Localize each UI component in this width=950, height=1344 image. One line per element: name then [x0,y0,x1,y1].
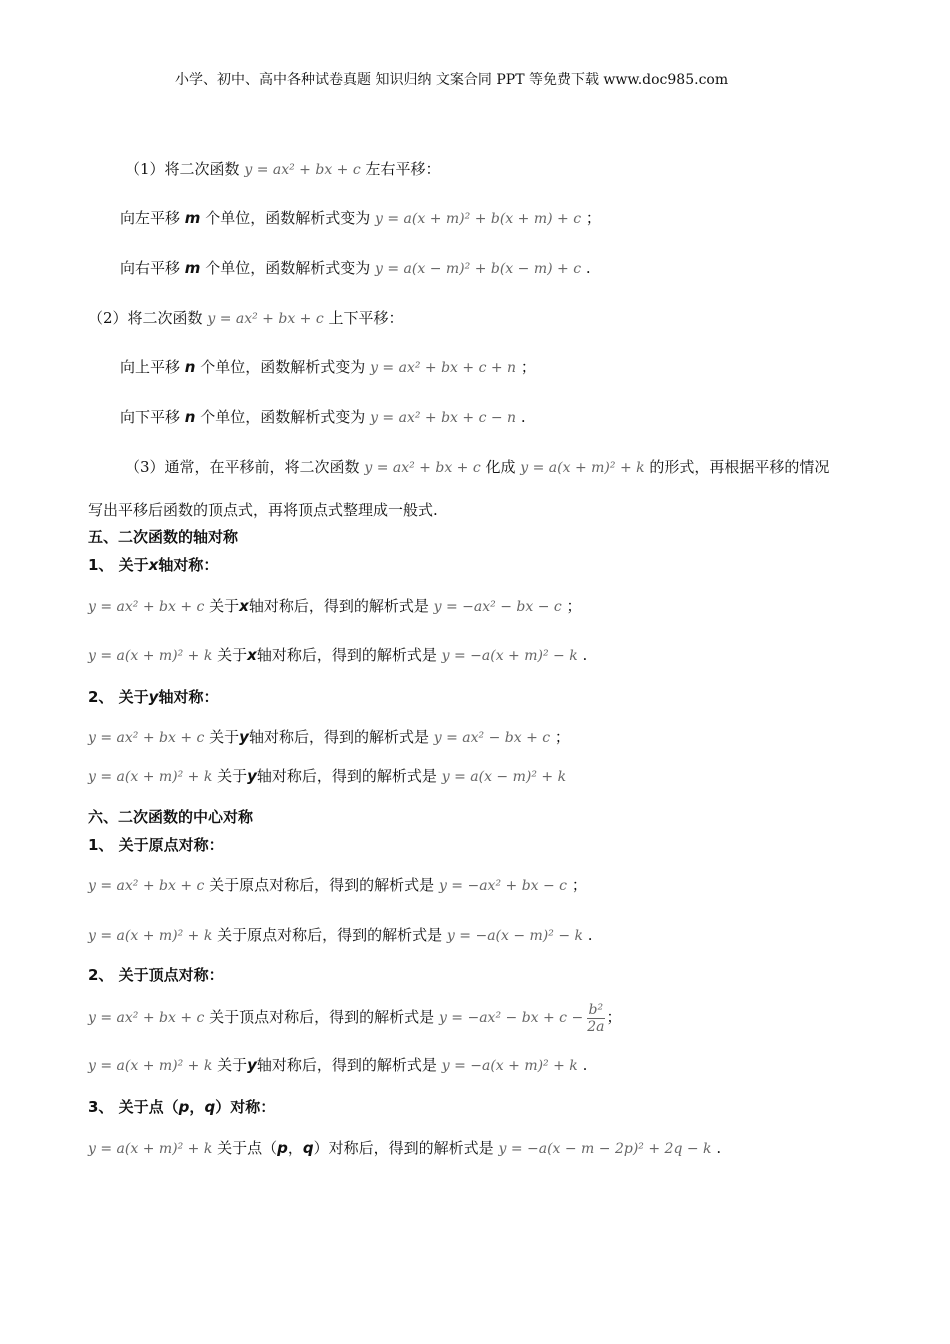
translate-down [120,405,526,430]
text: 轴对称： [158,556,219,574]
item-tail: 上下平移： [328,309,404,327]
text: 关于顶点对称后，得到的解析式是 [209,1008,435,1026]
variable: y [247,1056,257,1074]
subsection-y-axis [88,685,218,709]
fraction [585,1002,606,1035]
section-heading-axis: 五、二次函数的轴对称 [88,528,239,546]
point-symmetry [88,1136,721,1161]
result-equation: y = −a(x + m)² − k [441,648,578,664]
translate-item-2 [88,306,403,331]
punct: ； [554,728,570,746]
punct: ； [520,358,536,376]
text: 化成 [485,458,516,476]
variable: m [184,209,201,227]
equation: y = ax² + bx + c [207,311,324,327]
item-label: （3）通常，在平移前，将二次函数 [125,458,360,476]
equation: y = a(x + m)² + k [88,648,213,664]
origin-general [88,873,587,898]
origin-vertex [88,923,593,948]
result-equation: y = a(x − m)² + k [441,769,567,785]
item-label: （1）将二次函数 [125,160,240,178]
item-tail: 左右平移： [365,160,441,178]
text: 向下平移 [120,408,181,426]
variable: q [204,1098,216,1116]
text: 向上平移 [120,358,181,376]
result-equation: y = −ax² + bx − c [438,878,568,894]
vertex-general [88,1000,621,1035]
text: 个单位，函数解析式变为 [205,259,371,277]
text: 个单位，函数解析式变为 [205,209,371,227]
punct: . [582,1056,588,1074]
punct: . [587,926,593,944]
equation: y = ax² + bx + c − n [370,410,517,426]
text: 关于原点对称后，得到的解析式是 [217,926,443,944]
result-equation: y = −a(x − m − 2p)² + 2q − k [498,1141,712,1157]
punct: ； [585,209,601,227]
text: 轴对称后，得到的解析式是 [256,767,437,785]
denominator: 2a [587,1018,605,1035]
text: 3、 关于点（ [88,1098,179,1116]
equation: y = a(x − m)² + b(x − m) + c [375,261,582,277]
equation: y = a(x + m)² + k [88,1141,213,1157]
variable: y [247,767,257,785]
text: 2、 关于 [88,688,149,706]
text: 个单位，函数解析式变为 [200,408,366,426]
variable: y [148,688,159,706]
text: 轴对称后，得到的解析式是 [256,646,437,664]
section-heading-center: 六、二次函数的中心对称 [88,808,254,826]
translate-item-3 [125,455,829,480]
text: 轴对称后，得到的解析式是 [256,1056,437,1074]
punct: ； [606,1008,622,1026]
x-axis-general [88,594,582,619]
text: ）对称： [215,1098,276,1116]
text: ， [189,1098,205,1116]
punct: ； [571,876,587,894]
subsection-point [88,1095,275,1119]
variable: n [184,408,196,426]
equation: y = a(x + m)² + k [88,1058,213,1074]
translate-right [120,256,591,281]
variable: x [239,597,249,615]
variable: m [184,259,201,277]
text: 关于 [217,646,248,664]
text: 向左平移 [120,209,181,227]
equation: y = a(x + m)² + k [520,460,645,476]
translate-item-3-cont: 写出平移后函数的顶点式，再将顶点式整理成一般式. [88,501,438,519]
variable: n [184,358,196,376]
punct: . [520,408,526,426]
equation: y = ax² + bx + c + n [370,360,517,376]
translate-left [120,206,601,231]
y-axis-general [88,725,570,750]
result-equation: y = −ax² − bx − c [433,599,562,615]
text: 1、 关于 [88,556,149,574]
y-axis-vertex [88,764,566,789]
punct: . [582,646,588,664]
translate-up [120,355,536,380]
item-tail: 的形式，再根据平移的情况 [649,458,830,476]
subsection-vertex: 2、 关于顶点对称： [88,966,224,984]
result-equation: y = −a(x − m)² − k [446,928,583,944]
translate-item-1 [125,157,440,182]
text: 向右平移 [120,259,181,277]
variable: x [148,556,159,574]
text: 关于 [217,767,248,785]
text: 关于 [209,597,240,615]
text: 关于原点对称后，得到的解析式是 [209,876,435,894]
equation: y = ax² + bx + c [244,162,361,178]
punct: ； [566,597,582,615]
equation: y = ax² + bx + c [88,730,205,746]
variable: p [178,1098,190,1116]
equation: y = a(x + m)² + b(x + m) + c [375,211,582,227]
result-equation: y = −ax² − bx + c − [438,1010,584,1026]
text: 个单位，函数解析式变为 [200,358,366,376]
vertex-form [88,1053,587,1078]
variable: x [247,646,257,664]
item-label: （2）将二次函数 [88,309,203,327]
variable: p [277,1139,288,1157]
result-equation: y = ax² − bx + c [433,730,551,746]
equation: y = ax² + bx + c [88,599,205,615]
equation: y = ax² + bx + c [364,460,481,476]
numerator: b² [588,1001,604,1018]
equation: y = a(x + m)² + k [88,769,213,785]
equation: y = ax² + bx + c [88,1010,205,1026]
equation: y = ax² + bx + c [88,878,205,894]
equation: y = a(x + m)² + k [88,928,213,944]
text: 轴对称： [158,688,219,706]
variable: q [302,1139,314,1157]
subsection-x-axis [88,553,218,577]
result-equation: y = −a(x + m)² + k [441,1058,578,1074]
x-axis-vertex [88,643,587,668]
punct: . [716,1139,722,1157]
text: 关于 [217,1056,248,1074]
subsection-origin: 1、 关于原点对称： [88,836,224,854]
page-header: 小学、初中、高中各种试卷真题 知识归纳 文案合同 PPT 等免费下载 www.doc985.com [175,72,729,88]
text: 轴对称后，得到的解析式是 [248,597,429,615]
text: ， [287,1139,303,1157]
text: 关于点（ [217,1139,278,1157]
punct: . [585,259,591,277]
text: 关于 [209,728,240,746]
text: ）对称后，得到的解析式是 [313,1139,494,1157]
variable: y [239,728,249,746]
text: 轴对称后，得到的解析式是 [248,728,429,746]
